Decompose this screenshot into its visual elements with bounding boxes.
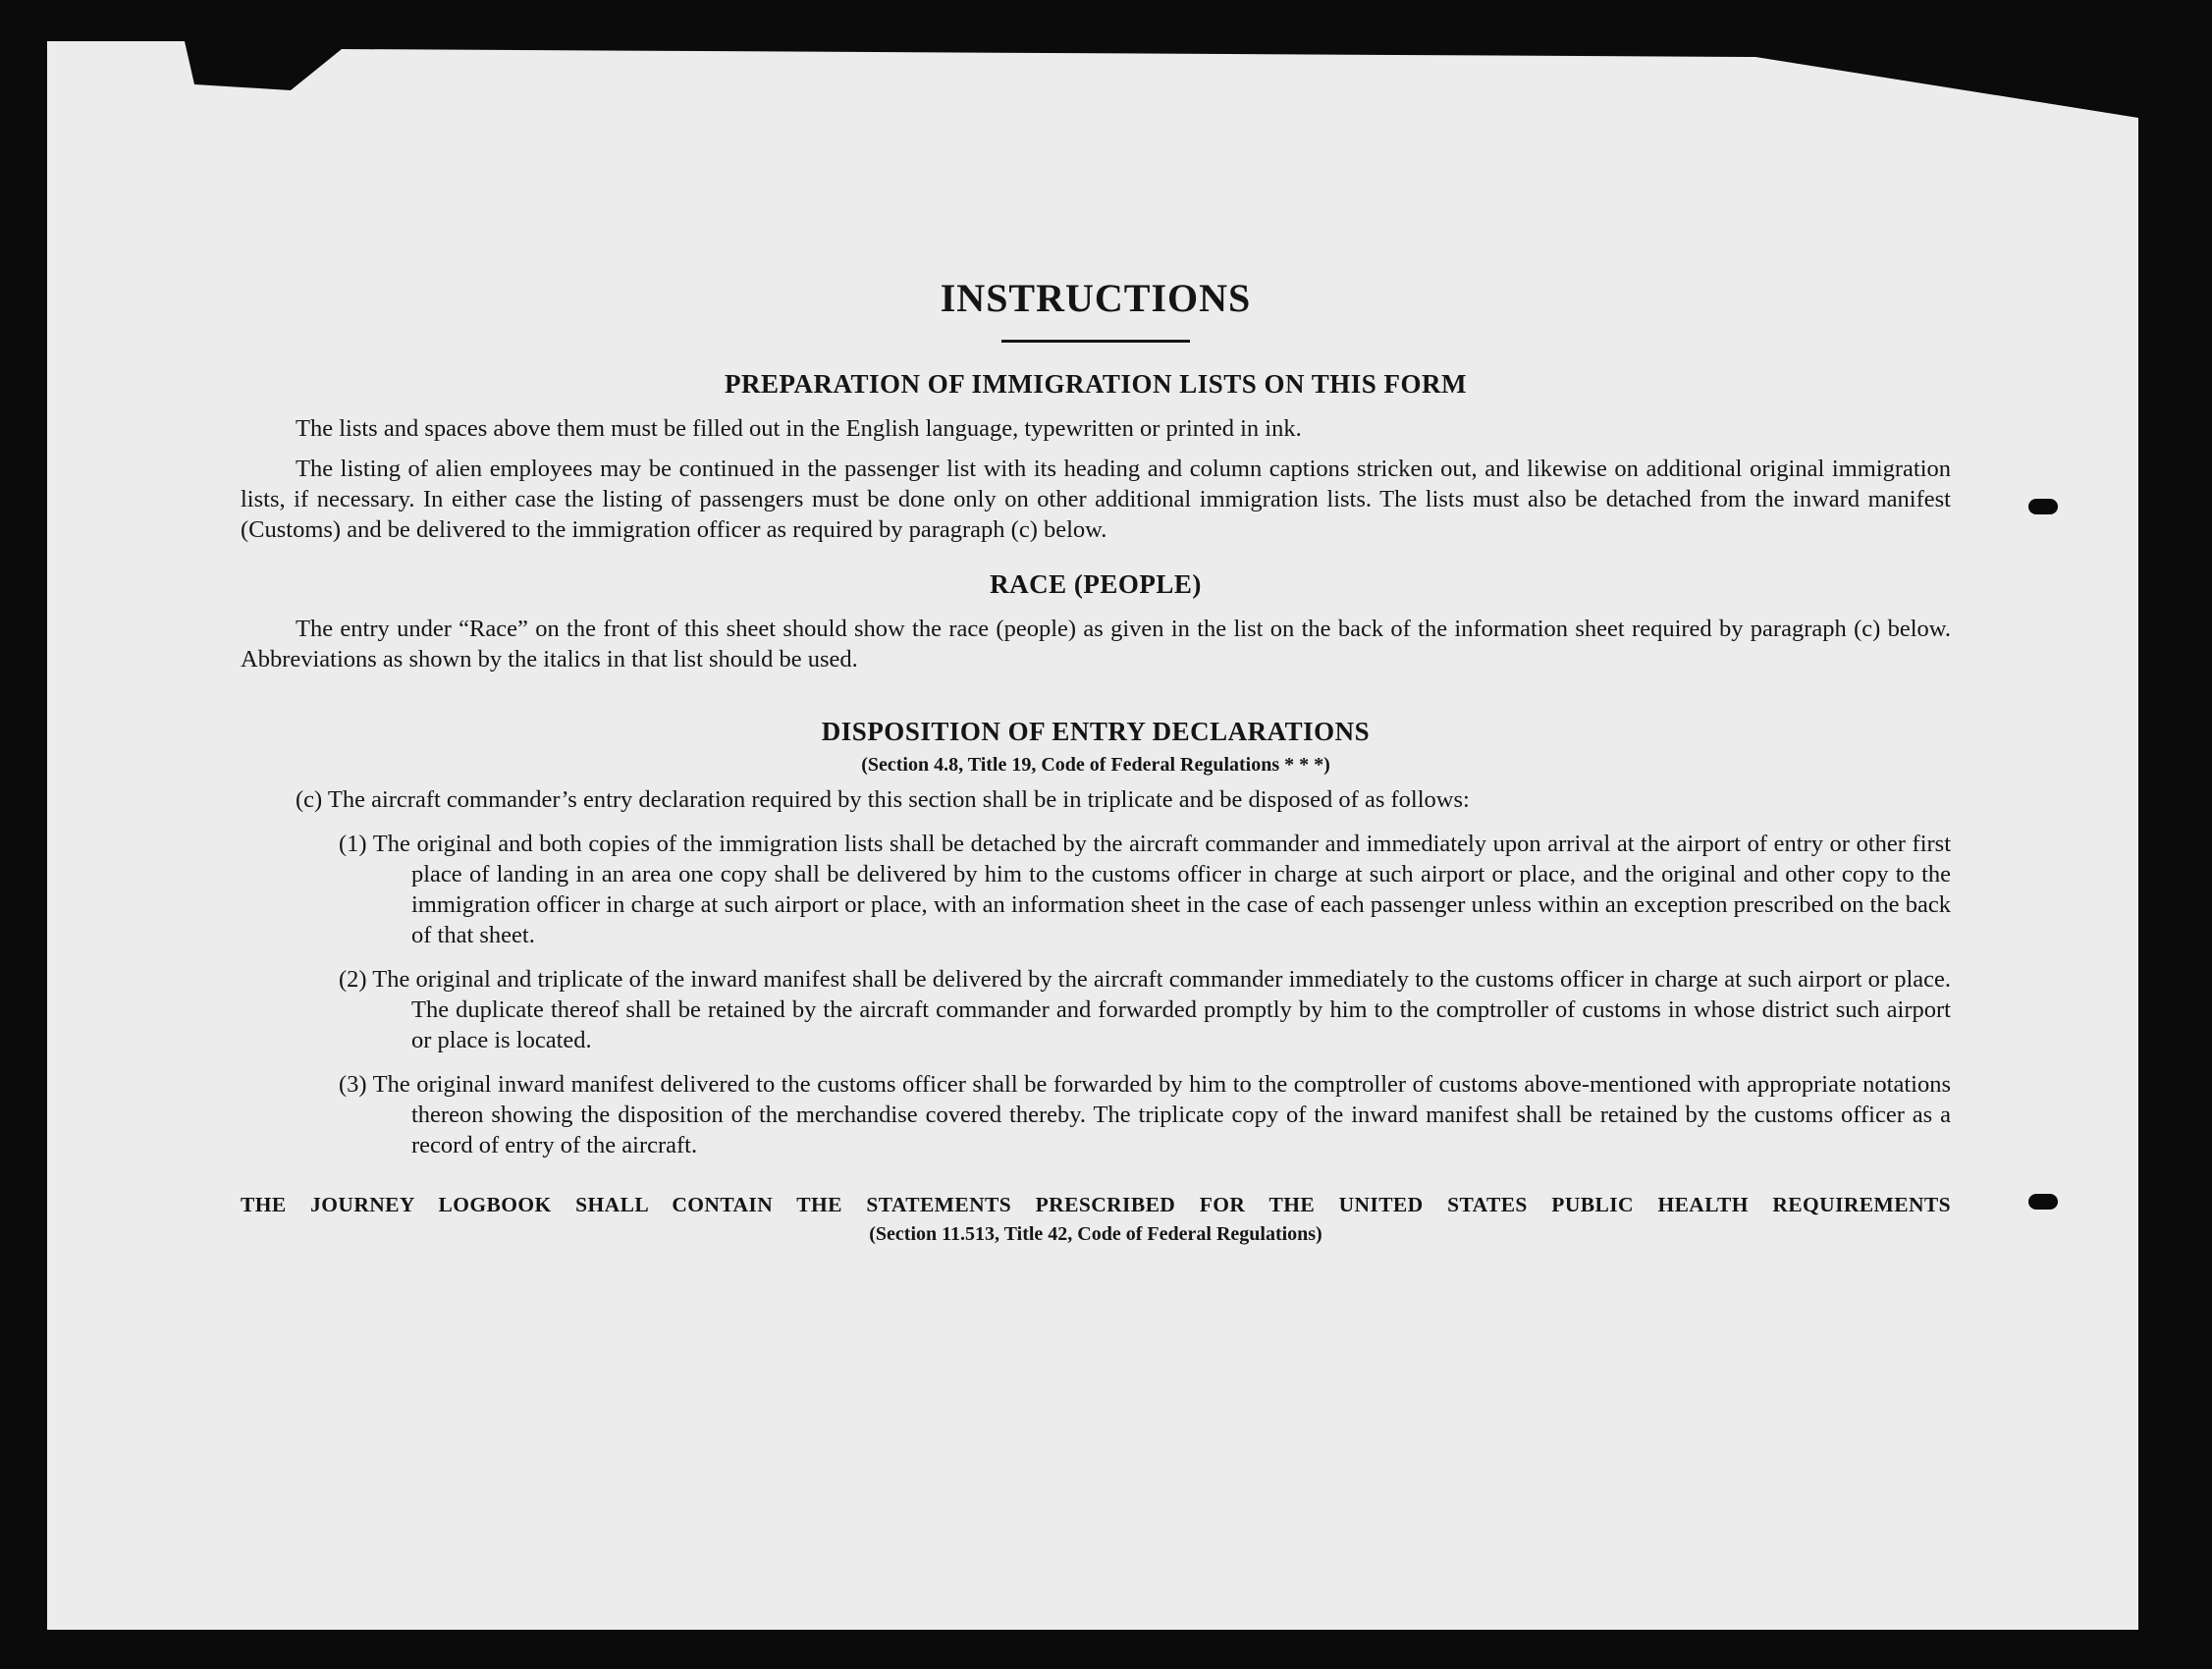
title-underline <box>1001 340 1190 343</box>
section-heading-disposition: DISPOSITION OF ENTRY DECLARATIONS <box>821 717 1371 746</box>
punch-hole-top <box>2028 499 2058 514</box>
footer-heading-logbook: THE JOURNEY LOGBOOK SHALL CONTAIN THE STATEMENTS PRESCRIBED FOR THE UNITED STATES PUBLIC HEALTH REQUIREMENTS <box>241 1193 1951 1216</box>
disposition-list <box>339 829 1951 1160</box>
instructions-content <box>241 267 1951 1249</box>
section-heading-race: RACE (PEOPLE) <box>990 569 1202 599</box>
section-heading-preparation: PREPARATION OF IMMIGRATION LISTS ON THIS FORM <box>724 369 1468 399</box>
list-item: (2) The original and triplicate of the inward manifest shall be delivered by the aircraft commander immediately to the customs officer in charge at such airport or place. The duplicate thereof shall be retained by the aircraft commander and forwarded promptly by him to the comptroller of customs in whose district such airport or place is located. <box>339 966 1951 1053</box>
list-item: (1) The original and both copies of the immigration lists shall be detached by the aircraft commander and immediately upon arrival at the airport of entry or other first place of landing in an area one copy shall be delivered by him to the customs officer in charge at such airport or place, and the original and other copy to the immigration officer in charge at such airport or place, with an information sheet in the case of each passenger unless within an exception prescribed on the back of that sheet. <box>339 831 1951 948</box>
paragraph-lists-language: The lists and spaces above them must be filled out in the English language, typewritten or printed in ink. <box>296 415 1302 442</box>
list-item: (3) The original inward manifest delivered to the customs officer shall be forwarded by him to the comptroller of customs above-mentioned with appropriate notations thereon showing the disposition of the merchandise covered thereby. The triplicate copy of the inward manifest shall be retained by the customs officer as a record of entry of the aircraft. <box>339 1071 1951 1158</box>
paragraph-race-entry: The entry under “Race” on the front of this sheet should show the race (people) as given in the list on the back of the information sheet required by paragraph (c) below. Abbreviations as shown by the italics in that list should be used. <box>241 616 1951 673</box>
section-citation-disposition: (Section 4.8, Title 19, Code of Federal Regulations * * *) <box>861 754 1330 776</box>
punch-hole-bottom <box>2028 1194 2058 1210</box>
paragraph-c-intro: (c) The aircraft commander’s entry declaration required by this section shall be in triplicate and be disposed of as follows: <box>296 786 1470 813</box>
footer-citation: (Section 11.513, Title 42, Code of Federal Regulations) <box>869 1223 1322 1245</box>
paragraph-alien-employees: The listing of alien employees may be continued in the passenger list with its heading and column captions stricken out, and likewise on additional original immigration lists, if necessary. In either case the listing of passengers must be done only on other additional immigration lists. The lists must also be detached from the inward manifest (Customs) and be delivered to the immigration officer as required by paragraph (c) below. <box>241 456 1951 543</box>
page-title: INSTRUCTIONS <box>940 276 1252 320</box>
